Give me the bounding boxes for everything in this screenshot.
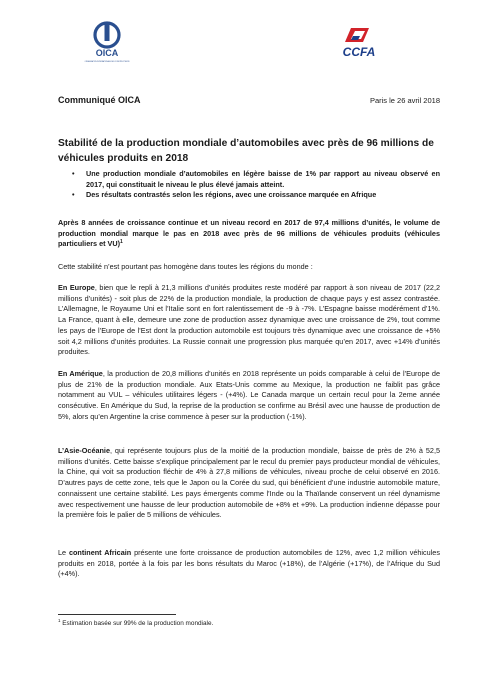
asia-paragraph xyxy=(58,446,440,521)
europe-lead: En Europe xyxy=(58,283,95,292)
bullet-icon: • xyxy=(72,190,75,200)
america-paragraph xyxy=(58,369,440,423)
key-point xyxy=(72,169,440,190)
africa-lead: continent Africain xyxy=(68,548,132,557)
europe-text: , bien que le repli à 21,3 millions d’unités produites reste modéré par rapport à son niveau de 2017 (22,2 millions d’unités) - soit plus de 22% de la production mondiale, la production de chaque pays y est assez contrastée. L’Allemagne, le Royaume Uni et l’Italie sont en fort ralentissement de -9 à -7%. L’Espagne baisse modérément d’1%. La France, quant à elle, demeure une zone de production assez dynamique avec une croissance de 2%, tout comme les pays de l’Europe de l’Est dont la production automobile est toujours très dynamique avec une croissance de +5% soit 4,2 millions d’unités produites. La Russie connait une progression plus marquée qu’en 2017, avec +14% d’unités produites. xyxy=(58,283,440,357)
document-date: Paris le 26 avril 2018 xyxy=(369,96,440,105)
bullet-icon: • xyxy=(72,169,75,178)
footnote xyxy=(58,620,213,627)
africa-paragraph xyxy=(58,548,440,580)
key-point-text: Des résultats contrastés selon les régions, avec une croissance marquée en Afrique xyxy=(86,190,377,200)
footnote-ref: 1 xyxy=(120,239,123,246)
europe-paragraph xyxy=(58,283,440,358)
document-title: Communiqué OICA xyxy=(58,95,141,105)
oica-logo-subtext: ORGANISATION INTERNATIONALE DES CONSTRUCTEURS xyxy=(84,62,130,63)
headline: Stabilité de la production mondiale d’automobiles avec près de 96 millions de véhicules produits en 2018 xyxy=(58,138,434,164)
ccfa-logo xyxy=(329,25,389,59)
asia-lead: L’Asie-Océanie xyxy=(58,446,110,455)
oica-logo xyxy=(84,20,130,64)
key-point xyxy=(72,190,440,201)
stability-paragraph: Cette stabilité n’est pourtant pas homogène dans toutes les régions du monde : xyxy=(58,262,313,271)
key-point-text: Une production mondiale d’automobiles en légère baisse de 1% par rapport au niveau observé en 2017, qui constituait le niveau le plus élevé jamais atteint. xyxy=(86,169,440,189)
africa-pre: Le xyxy=(58,548,69,557)
oica-logo-text: OICA xyxy=(95,48,119,58)
footnote-divider xyxy=(58,614,176,615)
footnote-number: 1 xyxy=(58,618,61,623)
ccfa-logo-text: CCFA xyxy=(342,45,376,59)
africa-text: présente une forte croissance de production automobiles de 12%, avec 1,2 million véhicules produits en 2018, portée à la fois par les bons résultats du Maroc (+18%), de l’Algérie (+17%), de l’Afrique du Sud (+4%). xyxy=(58,548,440,579)
america-lead: En Amérique xyxy=(58,369,103,378)
footnote-text: Estimation basée sur 99% de la production mondiale. xyxy=(60,620,214,627)
america-text: , la production de 20,8 millions d’unités en 2018 représente un poids comparable à celui de l’Europe de plus de 21% de la production mondiale. Aux Etats-Unis comme au Mexique, la production ne faiblit pas grâce notamment au VUL – véhicules utilitaires légers - (+4%). Le Canada marque un certain recul pour la 2eme année consécutive. En Amérique du Sud, la reprise de la production se confirme au Brésil avec une hausse de production de 5%, alors qu’en Argentine la crise commence à peser sur la production (-1%). xyxy=(58,369,440,421)
intro-text: Après 8 années de croissance continue et un niveau record en 2017 de 97,4 millions d’unités, le volume de production mondial marque le pas en 2018 avec près de 96 millions de véhicules produits (véhicules particuliers et VU) xyxy=(58,218,440,249)
intro-paragraph xyxy=(58,218,440,250)
asia-text: , qui représente toujours plus de la moitié de la production mondiale, baisse de près de 2% à 52,5 millions d’unités. Cette baisse s’explique principalement par le recul du premier pays producteur mondial de véhicules, la Chine, qui voit sa production fléchir de 4% à 27,8 millions de véhicules, niveau proche de celui observé en 2016. D’autres pays de cette zone, tels que le Japon ou la Corée du sud, qui bénéficient d’une industrie automobile mature, connaissent une certaine stabilité. Les pays émergents comme l’Inde ou la Thaïlande conservent un réel dynamisme avec respectivement une hausse de leur production automobile de +8% et +9%. La production indienne dépasse pour la première fois le palier de 5 millions de véhicules. xyxy=(58,446,440,520)
key-points-list xyxy=(72,169,440,201)
